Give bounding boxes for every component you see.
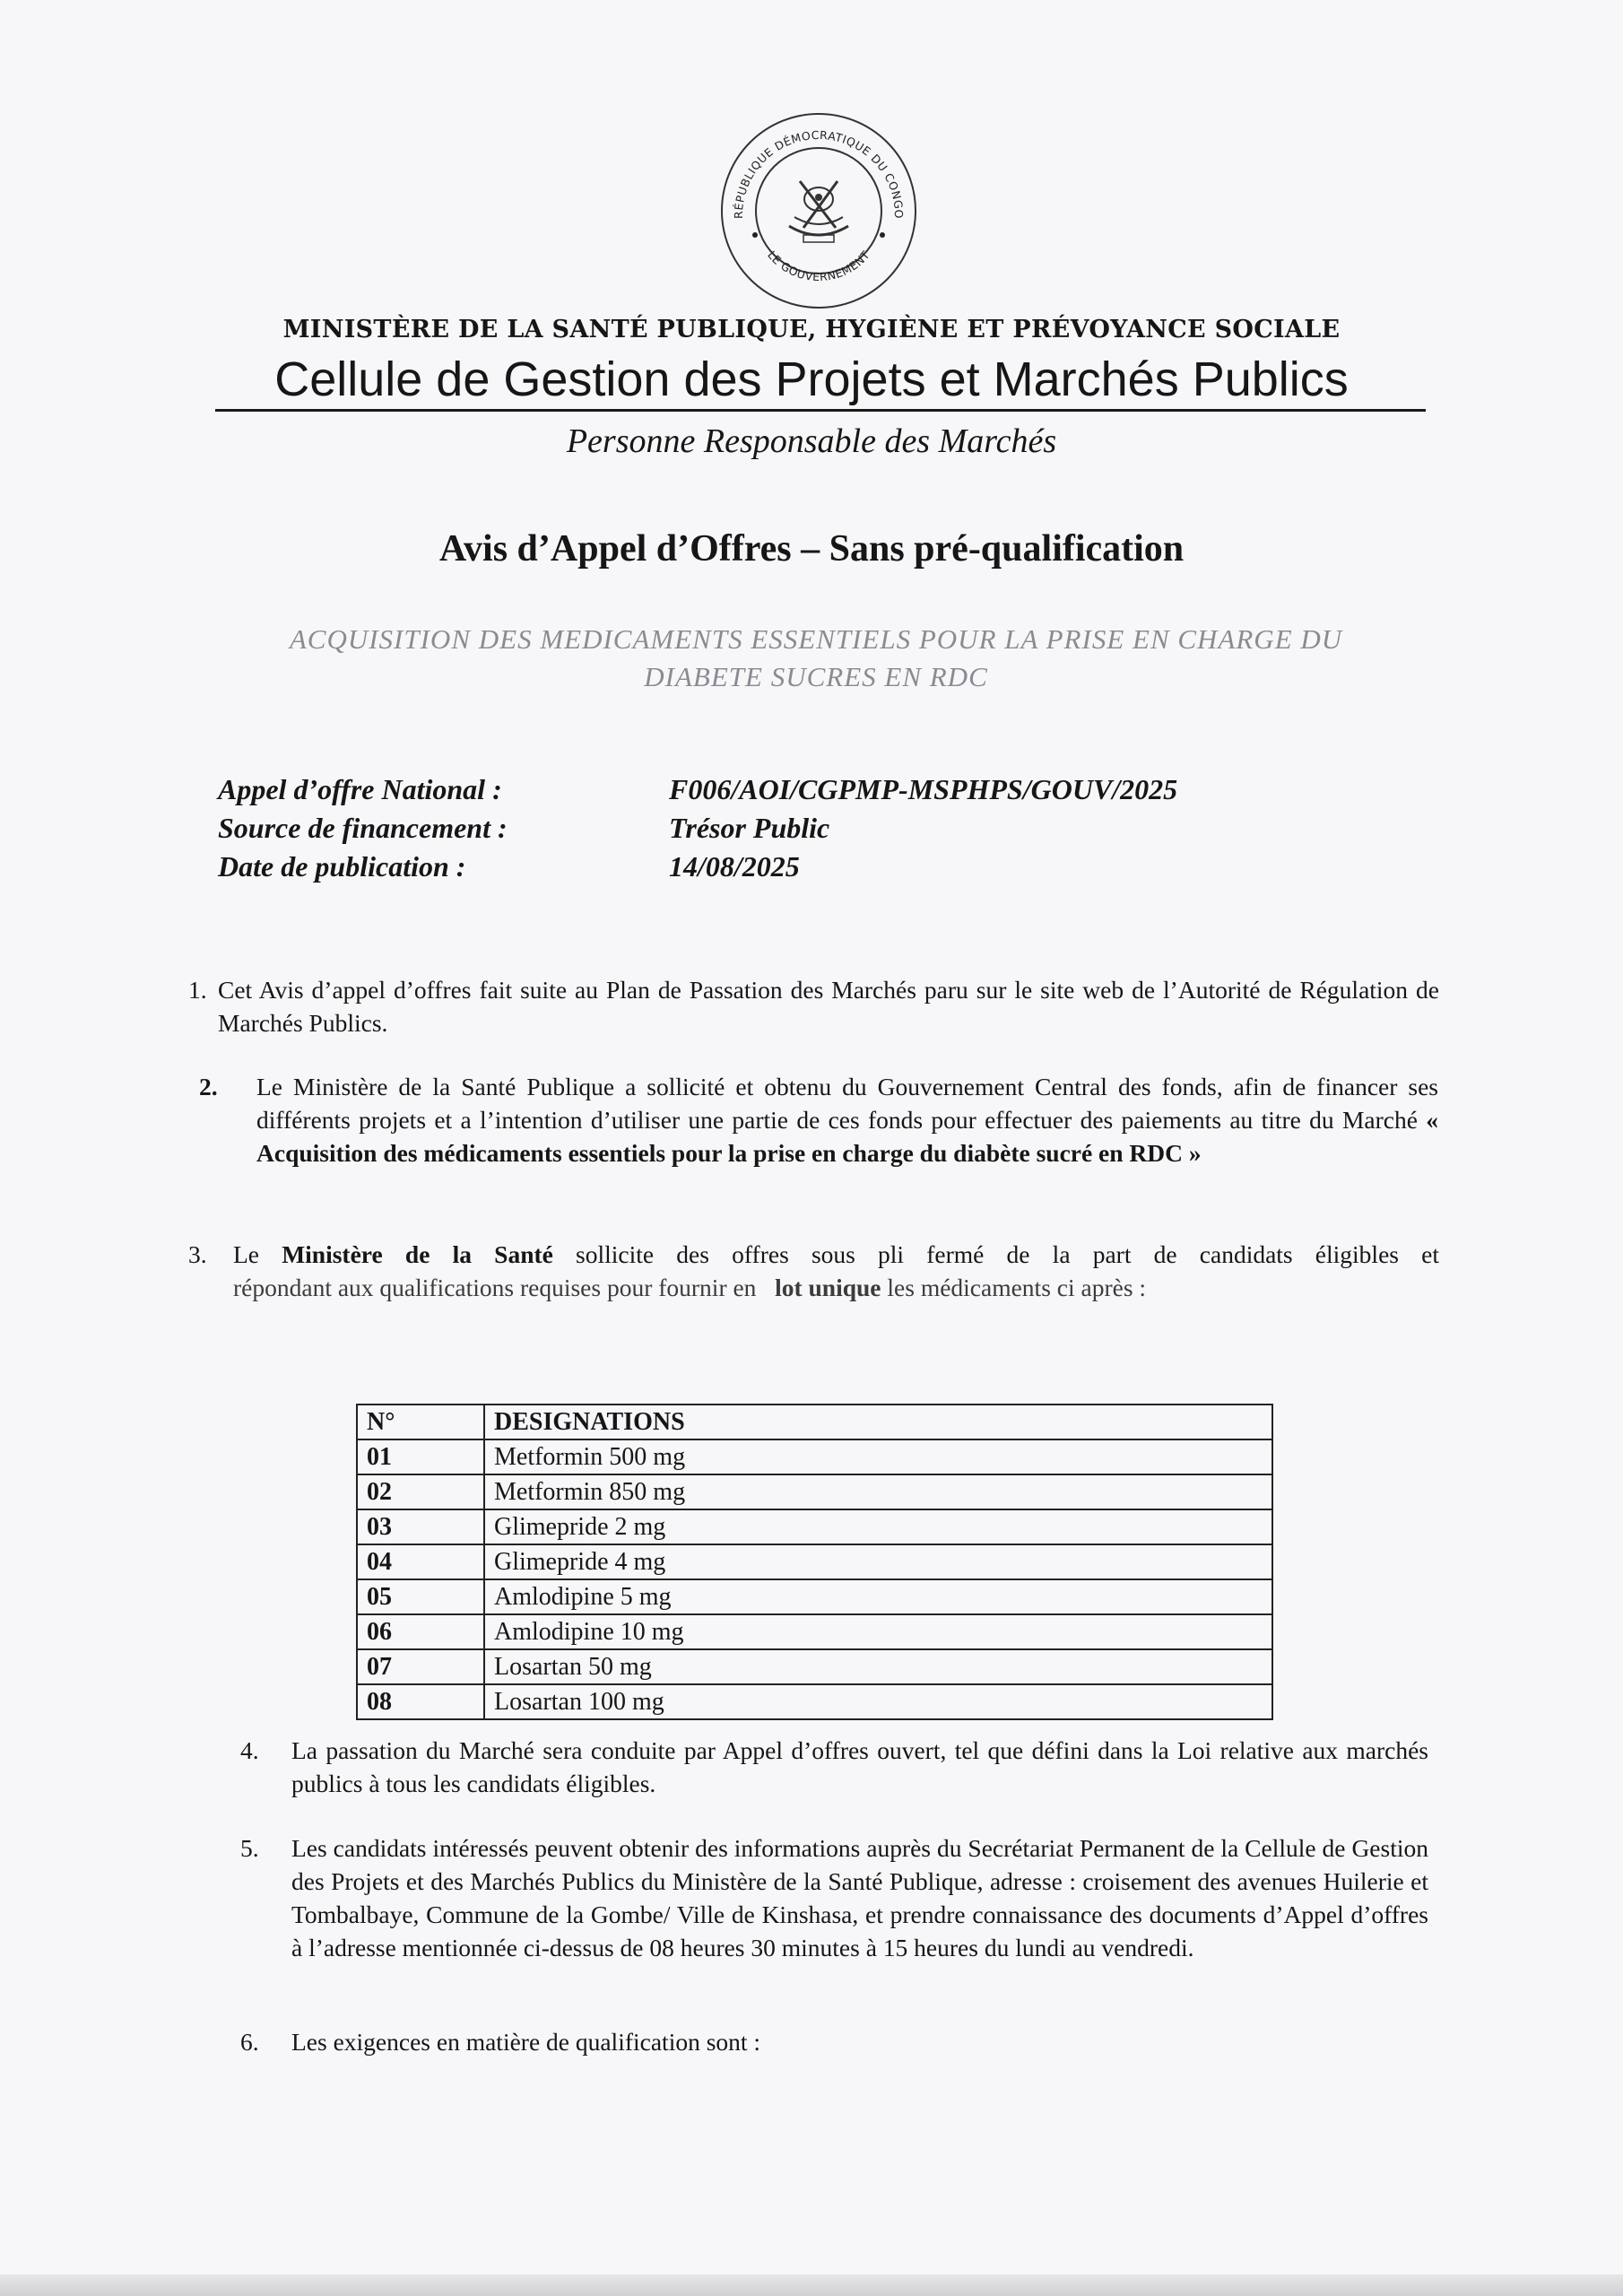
paragraph-number: 4. — [240, 1736, 259, 1764]
row-number: 07 — [357, 1649, 484, 1684]
row-designation: Losartan 100 mg — [484, 1684, 1272, 1719]
svg-text:LE GOUVERNEMENT — [765, 248, 872, 284]
row-designation: Glimepride 2 mg — [484, 1509, 1272, 1544]
p3-text: les médicaments ci après : — [887, 1274, 1147, 1301]
paragraph-2-bold: « Acquisition des médicaments essentiels pour la prise en charge du diabète sucré en RDC » — [256, 1106, 1439, 1167]
meta-value: Trésor Public — [669, 812, 830, 844]
meta-label: Source de financement : — [218, 812, 508, 844]
ministry-heading: MINISTÈRE DE LA SANTÉ PUBLIQUE, HYGIÈNE ET PRÉVOYANCE SOCIALE — [282, 316, 1341, 344]
p3-bold: lot unique — [775, 1274, 881, 1301]
row-number: 01 — [357, 1439, 484, 1474]
table-row — [357, 1439, 1272, 1474]
seal-ring-text-top: RÉPUBLIQUE DÉMOCRATIQUE DU CONGO — [731, 127, 907, 220]
table-row — [357, 1579, 1272, 1614]
paragraph-3-line-2 — [233, 1271, 1439, 1304]
paragraph-2-text: Le Ministère de la Santé Publique a sollicité et obtenu du Gouvernement Central des fonds, afin de financer ses différents projets et a l’intention d’utiliser une partie de ces fonds pour effectuer des paiements au titre du Marché — [256, 1073, 1438, 1134]
row-number: 04 — [357, 1544, 484, 1579]
paragraph-3-line-1 — [233, 1238, 1439, 1271]
prm-subheading: Personne Responsable des Marchés — [566, 422, 1057, 460]
row-designation: Metformin 850 mg — [484, 1474, 1272, 1509]
notice-subject — [206, 621, 1426, 696]
government-seal — [717, 109, 920, 312]
seal-ring-text-bottom: LE GOUVERNEMENT — [765, 248, 872, 284]
meta-value: F006/AOI/CGPMP-MSPHPS/GOUV/2025 — [669, 773, 1178, 805]
table-header-row — [357, 1405, 1272, 1439]
paragraph-6: Les exigences en matière de qualification sont : — [291, 2028, 761, 2056]
subject-line-1: ACQUISITION DES MEDICAMENTS ESSENTIELS POUR LA PRISE EN CHARGE DU — [289, 623, 1343, 655]
paragraph-number: 1. — [188, 976, 207, 1004]
table-row — [357, 1509, 1272, 1544]
p3-bold: Ministère de la Santé — [282, 1240, 553, 1268]
row-designation: Metformin 500 mg — [484, 1439, 1272, 1474]
table-row — [357, 1649, 1272, 1684]
paragraph-2 — [256, 1070, 1438, 1170]
table-row — [357, 1614, 1272, 1649]
p3-text: répondant aux qualifications requises pour fournir en — [233, 1274, 757, 1301]
meta-label: Date de publication : — [218, 850, 466, 883]
row-designation: Losartan 50 mg — [484, 1649, 1272, 1684]
row-designation: Glimepride 4 mg — [484, 1544, 1272, 1579]
row-designation: Amlodipine 5 mg — [484, 1579, 1272, 1614]
paragraph-number: 3. — [188, 1240, 207, 1268]
row-number: 05 — [357, 1579, 484, 1614]
paragraph-3 — [233, 1238, 1439, 1304]
scan-bottom-edge — [0, 2274, 1623, 2296]
cellule-heading: Cellule de Gestion des Projets et Marchés Publics — [274, 352, 1349, 406]
table-row — [357, 1544, 1272, 1579]
paragraph-5: Les candidats intéressés peuvent obtenir des informations auprès du Secrétariat Permanent de la Cellule de Gestion des Projets et des Marchés Publics du Ministère de la Santé Publique, adresse : croisement des avenues Huilerie et Tombalbaye, Commune de la Gombe/ Ville de Kinshasa, et prendre connaissance des documents d’Appel d’offres à l’adresse mentionnée ci-dessus de 08 heures 30 minutes à 15 heures du lundi au vendredi. — [291, 1834, 1428, 1961]
row-designation: Amlodipine 10 mg — [484, 1614, 1272, 1649]
paragraph-1: Cet Avis d’appel d’offres fait suite au Plan de Passation des Marchés paru sur le site web de l’Autorité de Régulation de Marchés Publics. — [218, 976, 1439, 1037]
p3-text: sollicite des offres sous pli fermé de la part de candidats éligibles et — [576, 1240, 1440, 1268]
paragraph-4: La passation du Marché sera conduite par Appel d’offres ouvert, tel que défini dans la Loi relative aux marchés publics à tous les candidats éligibles. — [291, 1736, 1428, 1797]
notice-title: Avis d’Appel d’Offres – Sans pré-qualification — [438, 528, 1185, 570]
paragraph-number: 6. — [240, 2028, 259, 2056]
row-number: 02 — [357, 1474, 484, 1509]
medicines-table — [356, 1404, 1273, 1720]
meta-label: Appel d’offre National : — [218, 773, 502, 805]
table-row — [357, 1474, 1272, 1509]
heading-divider — [215, 409, 1426, 412]
row-number: 03 — [357, 1509, 484, 1544]
row-number: 08 — [357, 1684, 484, 1719]
paragraph-number: 2. — [199, 1073, 218, 1100]
p3-text: Le — [233, 1240, 260, 1268]
column-header-designations: DESIGNATIONS — [484, 1405, 1272, 1439]
seal-emblem-icon — [717, 109, 920, 312]
subject-line-2: DIABETE SUCRES EN RDC — [644, 661, 988, 692]
column-header-number: N° — [357, 1405, 484, 1439]
meta-value: 14/08/2025 — [669, 850, 800, 883]
paragraph-number: 5. — [240, 1834, 259, 1862]
row-number: 06 — [357, 1614, 484, 1649]
table-row — [357, 1684, 1272, 1719]
